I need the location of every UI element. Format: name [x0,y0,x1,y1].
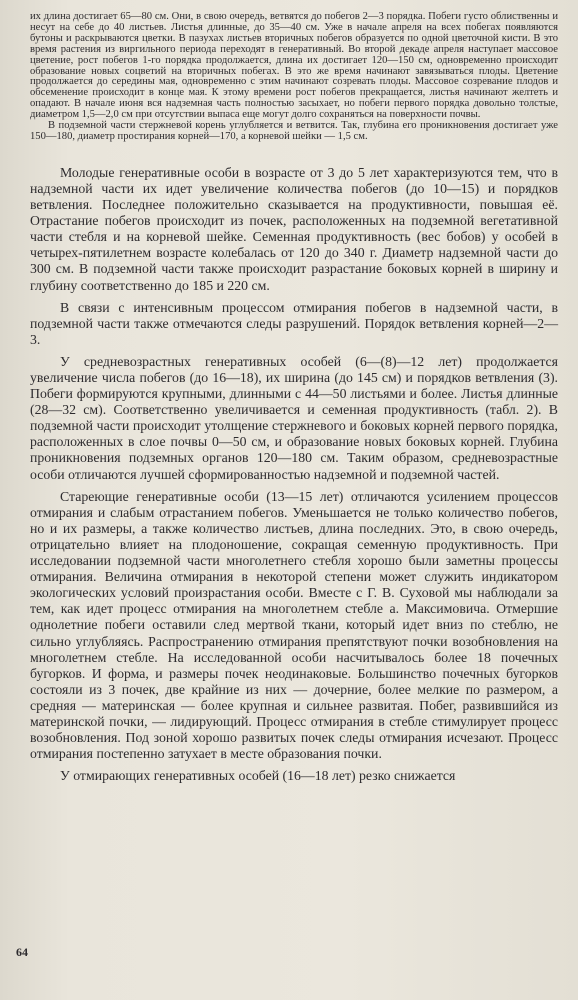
small-paragraph: В подземной части стержневой корень углубляется и ветвится. Так, глубина его проникновения достигает уже 150—180, диаметр простирания корней—170, а корневой шейки — 1,5 см. [30,120,558,142]
page-number: 64 [16,945,28,959]
main-paragraph: У отмирающих генеративных особей (16—18 лет) резко снижается [60,768,456,784]
main-text-block [30,165,558,784]
main-paragraph: У средневозрастных генеративных особей (6—(8)—12 лет) продолжается увеличение числа побегов (до 16—18), их ширина (до 145 см) и порядков ветвления (3). Побеги формируются крупными, длинными с 44—50 листьями и более. Листья длинные (28—32 см). Соответственно увеличивается и семенная продуктивность (табл. 2). В подземной части происходит утолщение стержневого и боковых корней первого порядка, расположенных в слое почвы 0—50 см, и образование новых боковых корней. Глубина проникновения подземных органов 120—180 см. Таким образом, средневозрастные особи отличаются лучшей сформированностью надземной и подземной частей. [30,353,558,482]
main-paragraph: Молодые генеративные особи в возрасте от 3 до 5 лет характеризуются тем, что в надземной части их идет увеличение количества побегов (до 10—15) и порядков ветвления. Последнее положительно сказывается на продуктивности, повышая её. Отрастание побегов происходит из почек, расположенных на подземной вегетативной части стебля и на корневой шейке. Семенная продуктивность (вес бобов) у особей в четырех-пятилетнем возрасте колебалась от 120 до 340 г. Диаметр надземной части до 300 см. В подземной части также происходит разрастание боковых корней в ширину и глубину соответственно до 185 и 220 см. [30,164,558,293]
main-paragraph: В связи с интенсивным процессом отмирания побегов в надземной части, в подземной части также отмечаются следы разрушений. Порядок ветвления корней—2—3. [30,299,558,347]
small-paragraph: их длина достигает 65—80 см. Они, в свою очередь, ветвятся до побегов 2—3 порядка. Побеги густо облиственны и несут на себе до 40 листьев. Листья длинные, до 35—40 см. Уже в начале апреля на всех побегах появляются бутоны и раскрываются цветки. В пазухах листьев вторичных побегов образуется по одной цветочной кисти. В это время растения из виргильного периода переходят в генеративный. Во второй декаде апреля наступает массовое цветение, рост побегов 1-го порядка продолжается, длина их достигает 120—150 см, одновременно происходит образование новых соцветий на вторичных побегах. В это же время начинают завязываться плоды. Цветение продолжается до середины мая, одновременно с этим начинают созревать плоды. Массовое созревание плодов и обсеменение происходит в конце мая. К этому времени рост побегов прекращается, листья начинают желтеть и опадают. В начале июня вся надземная часть полностью засыхает, но побеги первого порядка довольно толстые, диаметром 1,5—2,0 см при отсутствии выпаса еще могут долго сохраняться на поверхности почвы. [30,11,558,121]
small-print-block [30,12,558,143]
main-paragraph: Стареющие генеративные особи (13—15 лет) отличаются усилением процессов отмирания и слабым отрастанием побегов. Уменьшается не только количество побегов, но и их размеры, а также количество листьев, длина последних. Это, в свою очередь, отрицательно влияет на плодоношение, сокращая семенную продуктивность. При исследовании подземной части многолетнего стебля хорошо были заметны процессы отмирания. Величина отмирания в некоторой степени может служить индикатором экологических условий произрастания особи. Вместе с Г. В. Суховой мы наблюдали за тем, как идет процесс отмирания на многолетнем стебле а. Максимовича. Отмершие однолетние побеги оставили след мертвой ткани, который идет вниз по стеблю, не сильно углубляясь. Распространению отмирания препятствуют почки возобновления на многолетнем стебле. На исследованной особи насчитывалось более 18 почечных бугорков. И форма, и размеры почек неодинаковые. Большинство почечных бугорков состояли из 3 почек, две крайние из них — дочерние, более мелкие по размером, а средняя — материнская — более крупная и сильнее развитая. Побег, развившийся из материнской почки, — лидирующий. Процесс отмирания в стебле стимулирует процесс возобновления. Под зоной хорошо развитых почек следы отмирания исчезают. Процесс отмирания постепенно затухает в месте образования почки. [30,488,558,762]
